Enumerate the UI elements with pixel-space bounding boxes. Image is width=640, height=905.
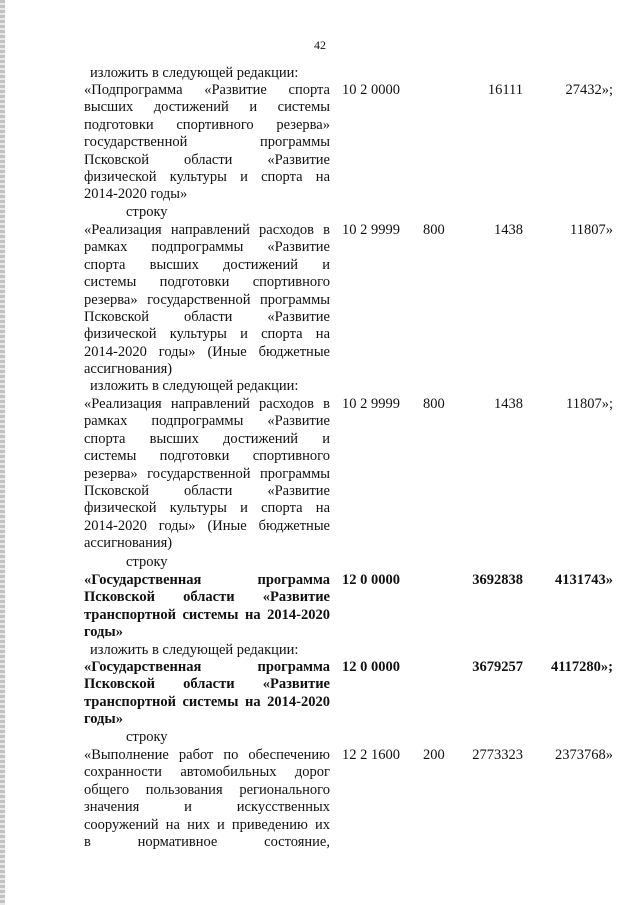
desc-line: подготовки спортивного резерва» bbox=[84, 116, 330, 133]
target-code: 10 2 9999 bbox=[342, 396, 400, 412]
target-code: 12 0 0000 bbox=[342, 572, 400, 588]
desc-line: транспортной системы на 2014-2020 bbox=[84, 606, 330, 623]
desc-line: 2014-2020 годы» (Иные бюджетные bbox=[84, 343, 330, 360]
desc-line: «Подпрограмма «Развитие спорта bbox=[84, 82, 330, 98]
instruction-text: изложить в следующей редакции: bbox=[90, 378, 299, 394]
desc-line: сооружений на них и приведению их bbox=[84, 816, 330, 833]
desc-line: системы подготовки спортивного bbox=[84, 448, 330, 465]
scan-edge bbox=[0, 0, 5, 905]
desc-line: Псковской области «Развитие bbox=[84, 482, 330, 499]
target-code: 10 2 0000 bbox=[342, 82, 400, 98]
sum-year-2: 4131743» bbox=[555, 572, 613, 588]
instruction-text: изложить в следующей редакции: bbox=[90, 642, 299, 658]
desc-line: 2014-2020 годы» bbox=[84, 186, 188, 203]
desc-line: транспортной системы на 2014-2020 bbox=[84, 693, 330, 710]
desc-line: годы» bbox=[84, 624, 123, 641]
desc-line: физической культуры и спорта на bbox=[84, 168, 330, 185]
sum-year-2: 11807» bbox=[570, 222, 613, 238]
target-code: 12 2 1600 bbox=[342, 747, 400, 763]
desc-line: ассигнования) bbox=[84, 361, 173, 378]
instruction-text: строку bbox=[126, 554, 168, 570]
desc-line: «Государственная программа bbox=[84, 659, 330, 675]
desc-line: Псковской области «Развитие bbox=[84, 589, 330, 606]
desc-line: общего пользования регионального bbox=[84, 781, 330, 798]
desc-line: ассигнования) bbox=[84, 535, 173, 552]
desc-line: 2014-2020 годы» (Иные бюджетные bbox=[84, 517, 330, 534]
instruction-text: строку bbox=[126, 204, 168, 220]
desc-line: спорта высших достижений и bbox=[84, 430, 330, 447]
sum-year-2: 2373768» bbox=[555, 747, 613, 763]
desc-line: годы» bbox=[84, 711, 123, 728]
sum-year-1: 1438 bbox=[494, 222, 523, 238]
desc-line: физической культуры и спорта на bbox=[84, 326, 330, 343]
desc-line: Псковской области «Развитие bbox=[84, 151, 330, 168]
sum-year-1: 3692838 bbox=[472, 572, 523, 588]
desc-line: «Выполнение работ по обеспечению bbox=[84, 747, 330, 763]
desc-line: значения и искусственных bbox=[84, 799, 330, 816]
desc-line: системы подготовки спортивного bbox=[84, 274, 330, 291]
target-code: 12 0 0000 bbox=[342, 659, 400, 675]
page-number: 42 bbox=[314, 38, 326, 52]
expense-type: 200 bbox=[423, 747, 445, 763]
desc-line: Псковской области «Развитие bbox=[84, 676, 330, 693]
row-description bbox=[84, 572, 330, 642]
desc-line: в нормативное состояние, bbox=[84, 833, 330, 850]
desc-line: высших достижений и системы bbox=[84, 99, 330, 116]
target-code: 10 2 9999 bbox=[342, 222, 400, 238]
sum-year-1: 1438 bbox=[494, 396, 523, 412]
row-description bbox=[84, 82, 330, 204]
desc-line: сохранности автомобильных дорог bbox=[84, 764, 330, 781]
desc-line: рамках подпрограммы «Развитие bbox=[84, 413, 330, 430]
sum-year-2: 11807»; bbox=[566, 396, 613, 412]
desc-line: «Реализация направлений расходов в bbox=[84, 222, 330, 238]
expense-type: 800 bbox=[423, 222, 445, 238]
sum-year-2: 4117280»; bbox=[550, 659, 613, 675]
desc-line: «Государственная программа bbox=[84, 572, 330, 588]
desc-line: Псковской области «Развитие bbox=[84, 308, 330, 325]
desc-line: «Реализация направлений расходов в bbox=[84, 396, 330, 412]
instruction-text: строку bbox=[126, 729, 168, 745]
row-description bbox=[84, 747, 330, 851]
instruction-text: изложить в следующей редакции: bbox=[90, 65, 299, 81]
desc-line: физической культуры и спорта на bbox=[84, 500, 330, 517]
desc-line: государственной программы bbox=[84, 134, 330, 151]
sum-year-2: 27432»; bbox=[565, 82, 613, 98]
row-description bbox=[84, 659, 330, 729]
sum-year-1: 16111 bbox=[487, 82, 523, 98]
desc-line: резерва» государственной программы bbox=[84, 465, 330, 482]
row-description bbox=[84, 222, 330, 379]
desc-line: резерва» государственной программы bbox=[84, 291, 330, 308]
desc-line: рамках подпрограммы «Развитие bbox=[84, 239, 330, 256]
row-description bbox=[84, 396, 330, 553]
desc-line: спорта высших достижений и bbox=[84, 256, 330, 273]
sum-year-1: 2773323 bbox=[472, 747, 523, 763]
expense-type: 800 bbox=[423, 396, 445, 412]
sum-year-1: 3679257 bbox=[472, 659, 523, 675]
